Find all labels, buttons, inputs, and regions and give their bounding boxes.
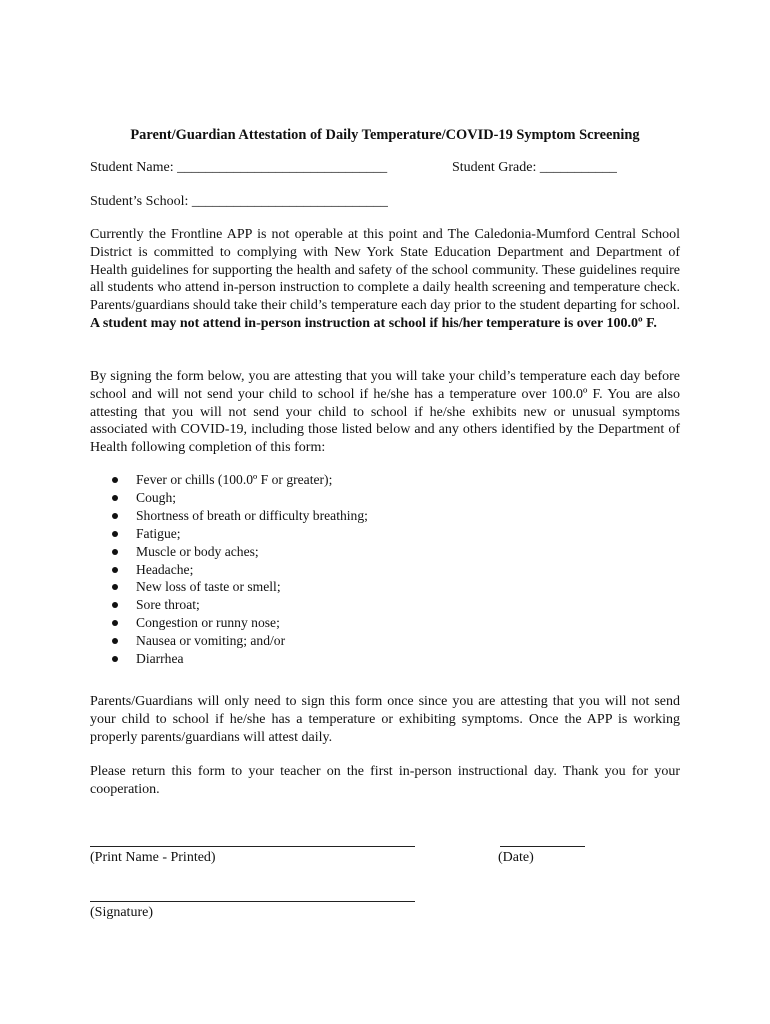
bullet-icon bbox=[112, 656, 118, 662]
bullet-icon bbox=[112, 584, 118, 590]
signature-label: (Signature) bbox=[90, 905, 153, 920]
symptom-item: Muscle or body aches; bbox=[108, 543, 368, 561]
print-name-label: (Print Name - Printed) bbox=[90, 850, 216, 865]
date-line[interactable] bbox=[500, 846, 585, 847]
student-grade-field: Student Grade: ___________ bbox=[452, 160, 617, 175]
symptom-item: Fever or chills (100.0º F or greater); bbox=[108, 471, 368, 489]
symptom-item: Diarrhea bbox=[108, 650, 368, 668]
symptom-list bbox=[108, 471, 368, 668]
temperature-rule-statement: A student may not attend in-person instruction at school if his/her temperature is over 100.0º F. bbox=[90, 315, 657, 331]
symptom-item: Sore throat; bbox=[108, 596, 368, 614]
attestation-paragraph: By signing the form below, you are attesting that you will take your child’s temperature each day before school and will not send your child to school if he/she has a temperature over 100.0º F. You are also attesting that you will not send your child to school if he/she exhibits new or unusual symptoms associated with COVID-19, including those listed below and any others identified by the Department of Health following completion of this form: bbox=[90, 369, 680, 456]
symptom-item: New loss of taste or smell; bbox=[108, 578, 368, 596]
date-label: (Date) bbox=[498, 850, 534, 865]
student-school-field: Student’s School: ____________________________ bbox=[90, 194, 388, 209]
symptom-item: Headache; bbox=[108, 561, 368, 579]
bullet-icon bbox=[112, 531, 118, 537]
student-name-field: Student Name: ______________________________ bbox=[90, 160, 388, 175]
symptom-item: Nausea or vomiting; and/or bbox=[108, 632, 368, 650]
signature-line[interactable] bbox=[90, 901, 415, 902]
bullet-icon bbox=[112, 513, 118, 519]
bullet-icon bbox=[112, 602, 118, 608]
return-instructions-paragraph: Please return this form to your teacher on the first in-person instructional day. Thank you for your cooperation. bbox=[90, 764, 680, 797]
symptom-item: Fatigue; bbox=[108, 525, 368, 543]
symptom-item: Shortness of breath or difficulty breathing; bbox=[108, 507, 368, 525]
bullet-icon bbox=[112, 495, 118, 501]
bullet-icon bbox=[112, 620, 118, 626]
bullet-icon bbox=[112, 477, 118, 483]
form-title: Parent/Guardian Attestation of Daily Temperature/COVID-19 Symptom Screening bbox=[130, 127, 640, 143]
symptom-item: Congestion or runny nose; bbox=[108, 614, 368, 632]
symptom-item: Cough; bbox=[108, 489, 368, 507]
print-name-line[interactable] bbox=[90, 846, 415, 847]
bullet-icon bbox=[112, 549, 118, 555]
bullet-icon bbox=[112, 638, 118, 644]
intro-paragraph-text: Currently the Frontline APP is not operable at this point and The Caledonia-Mumford Central School District is committed to complying with New York State Education Department and Department of Health guidelines for supporting the health and safety of the school community. These guidelines require all students who attend in-person instruction to complete a daily health screening and temperature check. Parents/guardians should take their child’s temperature each day prior to the student departing for school. bbox=[90, 227, 680, 314]
sign-once-paragraph: Parents/Guardians will only need to sign this form once since you are attesting that you will not send your child to school if he/she has a temperature or exhibiting symptoms. Once the APP is working properly parents/guardians will attest daily. bbox=[90, 694, 680, 745]
intro-paragraph bbox=[90, 226, 680, 333]
bullet-icon bbox=[112, 567, 118, 573]
